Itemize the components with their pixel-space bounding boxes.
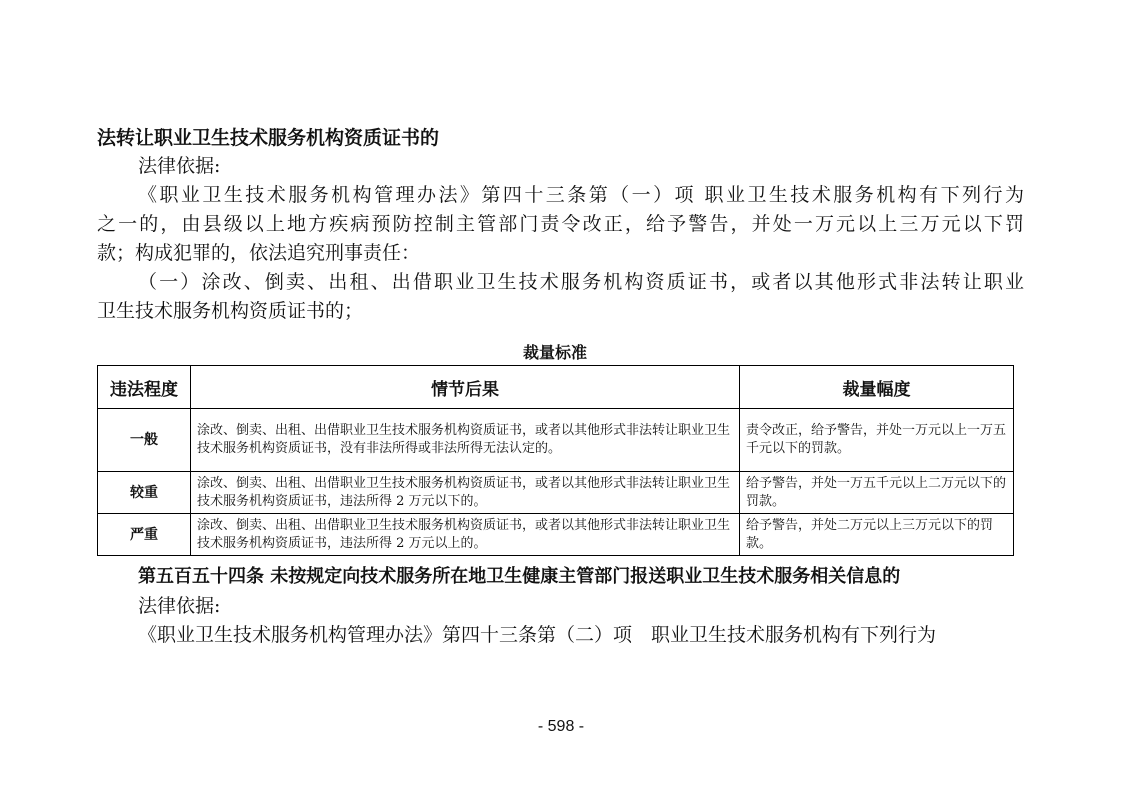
discretion-standard-table: [97, 365, 1014, 556]
legal-basis-label: 法律依据:: [138, 595, 221, 617]
row-circumstance: 涂改、倒卖、出租、出借职业卫生技术服务机构资质证书，或者以其他形式非法转让职业卫生技术服务机构资质证书，没有非法所得或非法所得无法认定的。: [191, 409, 740, 472]
article-43-1-line-1: 《职业卫生技术服务机构管理办法》第四十三条第（一）项 职业卫生技术服务机构有下列行为: [138, 184, 1024, 206]
row-circumstance: 涂改、倒卖、出租、出借职业卫生技术服务机构资质证书，或者以其他形式非法转让职业卫生技术服务机构资质证书，违法所得 2 万元以上的。: [191, 514, 740, 556]
table-caption: 裁量标准: [522, 343, 587, 362]
table-row: [98, 472, 1014, 514]
article-43-1-line-2: 之一的，由县级以上地方疾病预防控制主管部门责令改正，给予警告，并处一万元以上三万元以下罚: [97, 213, 1024, 235]
table-row: [98, 409, 1014, 472]
row-level: 严重: [98, 514, 191, 556]
item-1-line-1: （一）涂改、倒卖、出租、出借职业卫生技术服务机构资质证书，或者以其他形式非法转让职业: [138, 271, 1024, 293]
row-penalty: 给予警告，并处一万五千元以上二万元以下的罚款。: [740, 472, 1014, 514]
row-penalty: 责令改正，给予警告，并处一万元以上一万五千元以下的罚款。: [740, 409, 1014, 472]
table-row: [98, 514, 1014, 556]
table-header-row: [98, 366, 1014, 409]
header-violation-level: 违法程度: [98, 366, 191, 409]
row-level: 一般: [98, 409, 191, 472]
article-43-1-line-3: 款；构成犯罪的，依法追究刑事责任：: [97, 242, 421, 264]
header-circumstance: 情节后果: [191, 366, 740, 409]
article-43-2-line: 《职业卫生技术服务机构管理办法》第四十三条第（二）项 职业卫生技术服务机构有下列行为: [138, 624, 937, 646]
page-number: - 598 -: [537, 718, 585, 735]
legal-basis-label: 法律依据:: [138, 155, 221, 177]
header-penalty-range: 裁量幅度: [740, 366, 1014, 409]
item-1-line-2: 卫生技术服务机构资质证书的；: [97, 300, 364, 322]
row-penalty: 给予警告，并处二万元以上三万元以下的罚款。: [740, 514, 1014, 556]
article-554-heading: 第五百五十四条 未按规定向技术服务所在地卫生健康主管部门报送职业卫生技术服务相关信息的: [138, 566, 901, 587]
row-circumstance: 涂改、倒卖、出租、出借职业卫生技术服务机构资质证书，或者以其他形式非法转让职业卫生技术服务机构资质证书，违法所得 2 万元以下的。: [191, 472, 740, 514]
row-level: 较重: [98, 472, 191, 514]
section-heading-continued: 法转让职业卫生技术服务机构资质证书的: [97, 127, 440, 149]
